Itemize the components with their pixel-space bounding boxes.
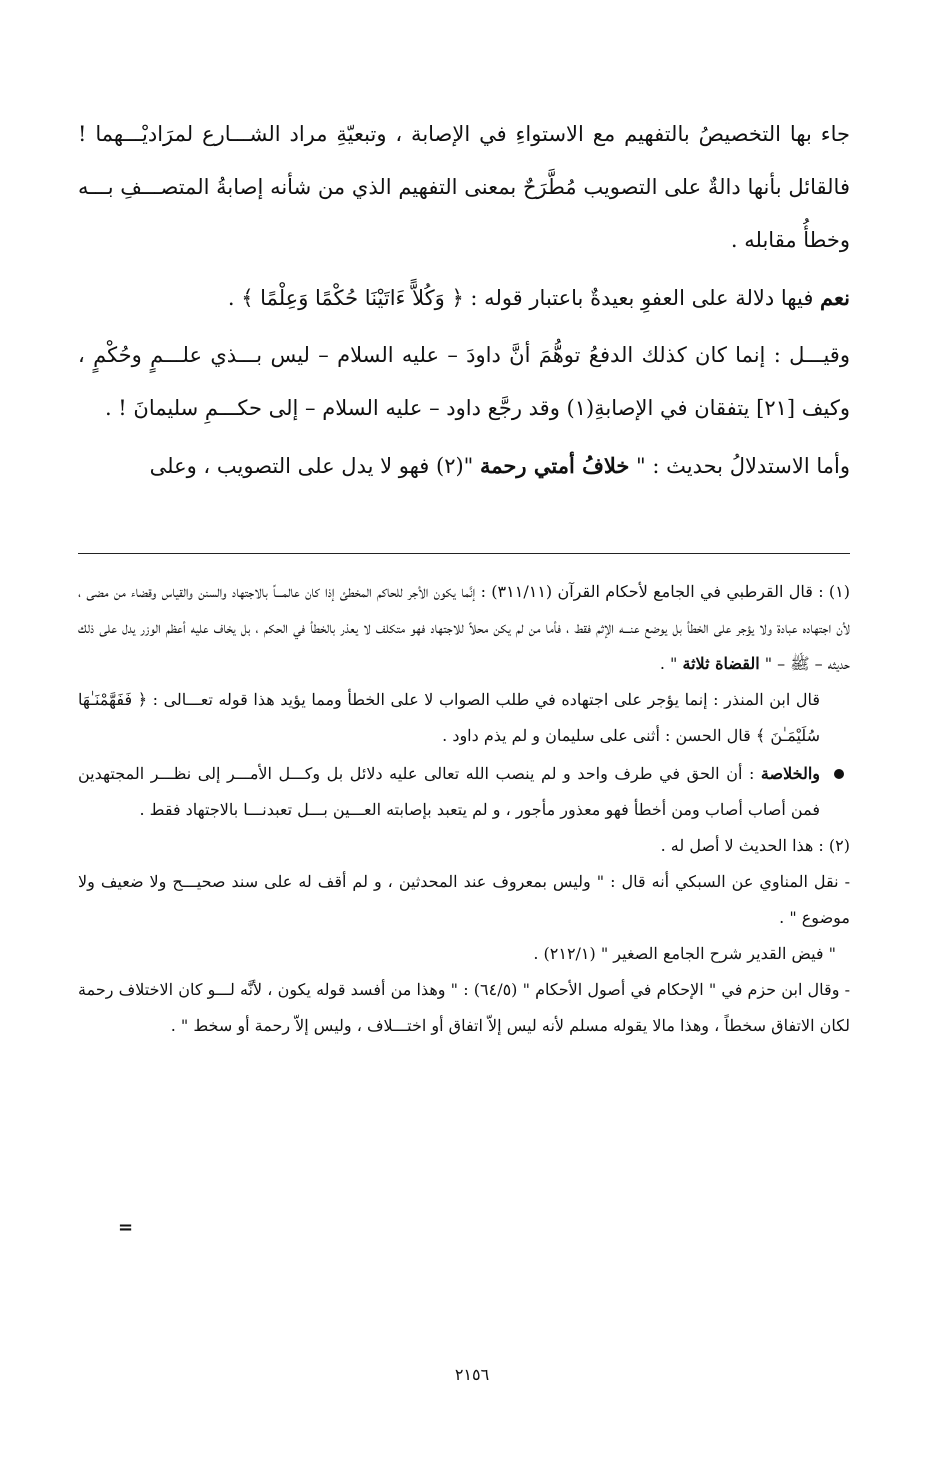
paragraph-2 xyxy=(78,271,850,325)
footnote-separator xyxy=(78,553,850,554)
footnote-1 xyxy=(78,574,850,682)
paragraph-4 xyxy=(78,439,850,493)
footnote-2: (٢) : هذا الحديث لا أصل له . xyxy=(660,836,850,855)
paragraph-4-text-b: "(٢) فهو لا يدل على التصويب ، وعلى xyxy=(149,454,481,478)
footnote-1-hadith: القضاة ثلاثة xyxy=(682,654,760,673)
bullet-icon xyxy=(834,769,844,779)
paragraph-3: وقيـــل : إنما كان كذلك الدفعُ توهُّمَ أنَّ داودَ – عليه السلام – ليس بـــذي علـــمٍ وحُكْمٍ ، وكيف [٢١] يتفقان في الإصابةِ(١) وقد رجَّع داود – عليه السلام – إلى حكـــمِ سليمانَ ! . xyxy=(78,343,850,420)
main-text xyxy=(78,108,850,493)
paragraph-2-lead: نعم xyxy=(820,285,850,310)
footnote-1-end: " . xyxy=(659,654,683,673)
paragraph-4-text-a: وأما الاستدلالُ بحديث : " xyxy=(629,454,850,478)
footnote-2-source-1: " فيض القدير شرح الجامع الصغير " (٢١٢/١) . xyxy=(533,944,836,963)
summary-item xyxy=(78,756,850,828)
paragraph-1: جاء بها التخصيصُ بالتفهيم مع الاستواءِ في الإصابة ، وتبعيّةِ مراد الشـــارع لمرَاديْـــهما ! فالقائل بأنها دالةٌ على التصويب مُطَّرَحٌ بمعنى التفهيم الذي من شأنه إصابةُ المتصـــفِ بـــه وخطأُ مقابله . xyxy=(78,122,850,252)
footnote-1-continuation: قال ابن المنذر : إنما يؤجر على اجتهاده في طلب الصواب لا على الخطأ ومما يؤيد هذا قوله تعـــالى : ﴿ فَفَهَّمْنَـٰهَا سُلَيْمَـٰنَ ﴾ قال الحسن : أثنى على سليمان و لم يذم داود . xyxy=(78,690,820,745)
summary-text: : أن الحق في طرف واحد و لم ينصب الله تعالى عليه دلائل بل وكـــل الأمـــر إلى نظـــر المجتهدين فمن أصاب أصاب ومن أخطأ فهو معذور مأجور ، و لم يتعبد بإصابته العـــين بـــل تعبدنـــا بالاجتهاد فقط . xyxy=(78,764,820,819)
footnote-2-quote-1: - نقل المناوي عن السبكي أنه قال : " وليس بمعروف عند المحدثين ، و لم أقف له على سند صحيـــح ولا ضعيف ولا موضوع " . xyxy=(78,872,850,927)
paragraph-2-text: فيها دلالة على العفوِ بعيدةٌ باعتبار قوله : ﴿ وَكُلاًّ ءَاتَيْنَا حُكْمًا وَعِلْمًا ﴾ . xyxy=(227,286,821,310)
footnote-1-text: (١) : قال القرطبي في الجامع لأحكام القرآن (٣١١/١١) : إنَّما يكون الأجر للحاكم المخطئ إذا كان عالمـــاً بالاجتهاد والسنن والقياس وقضاء من مضى ، لأن اجتهاده عبادة ولا يؤجر على الخطأ بل يوضع عنـــه الإثم فقط ، فأما من لم يكن محلاً للاجتهاد فهو متكلف لا يعذر بالخطأ في الحكم ، بل يخاف عليه أعظم الوزر يدل على ذلك حديثه – ﷺ – " xyxy=(78,582,851,673)
summary-lead: والخلاصة xyxy=(760,764,820,783)
hadith-title: خلافُ أمتي رحمة xyxy=(480,453,630,478)
continuation-mark: = xyxy=(118,1217,134,1238)
page-number: ٢١٥٦ xyxy=(454,1365,490,1384)
footnotes xyxy=(78,574,850,1044)
footnote-2-quote-2: - وقال ابن حزم في " الإحكام في أصول الأحكام " (٦٤/٥) : " وهذا من أفسد قوله يكون ، لأنَّه لـــو كان الاختلاف رحمة لكان الاتفاق سخطاً ، وهذا مالا يقوله مسلم لأنه ليس إلاّ اتفاق أو اختـــلاف ، وليس إلاّ رحمة أو سخط " . xyxy=(78,980,851,1035)
